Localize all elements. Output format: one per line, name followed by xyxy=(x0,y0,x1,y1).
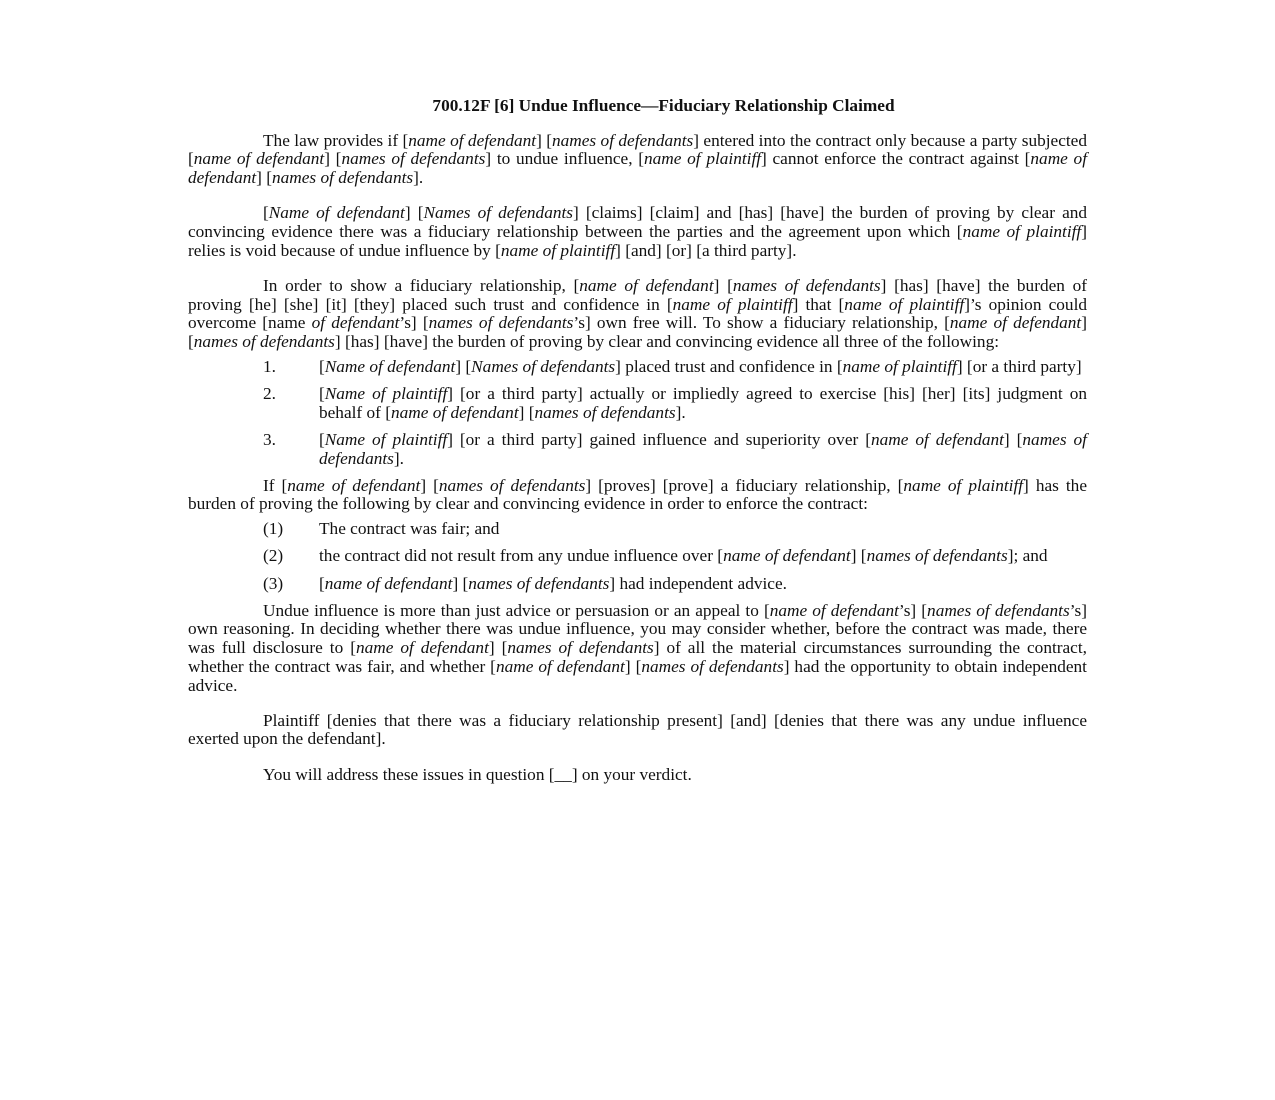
paragraph-burden-claim: [Name of defendant] [Names of defendants] [claims] [claim] and [has] [have] the burden of proving by clear and convincing evidence there was a fiduciary relationship between the parties and the agreement upon which [name of plaintiff] relies is void because of undue influence by [name of plaintiff] [and] [or] [a third party]. xyxy=(188,203,1088,260)
list-marker: (3) xyxy=(263,573,284,593)
paragraph-fiduciary-relationship: In order to show a fiduciary relationship, [name of defendant] [names of defendants] [has] [have] the burden of proving [he] [she] [it] [they] placed such trust and confidence in [name of plaintiff] that [name of plaintiff]’s opinion could overcome [name of defendant’s] [names of defendants’s] own free will. To show a fiduciary relationship, [name of defendant] [names of defendants] [has] [have] the burden of proving by clear and convincing evidence all three of the following: xyxy=(188,275,1088,352)
list-marker: 2. xyxy=(263,383,276,403)
list-item: (1) The contract was fair; and xyxy=(263,519,500,539)
list-marker: (2) xyxy=(263,546,284,566)
paragraph-law-provides: The law provides if [name of defendant] [names of defendants] entered into the contract only because a party subjected [name of defendant] [names of defendants] to undue influence, [name of plaintiff] cannot enforce the contract against [name of defendant] [names of defendants]. xyxy=(188,130,1087,188)
numbered-list xyxy=(188,358,1087,469)
document-page xyxy=(188,97,1087,801)
list-item: 3. [Name of plaintiff] [or a third party] gained influence and superiority over [name of defendant] [names of defendants]. xyxy=(263,429,1087,468)
list-marker: (1) xyxy=(263,519,284,539)
list-item: (3) [name of defendant] [names of defendants] had independent advice. xyxy=(263,573,787,593)
list-item: 2. [Name of plaintiff] [or a third party] actually or impliedly agreed to exercise [his] [her] [its] judgment on behalf of [name of defendant] [names of defendants]. xyxy=(263,383,1087,422)
paragraph-verdict-question: You will address these issues in question [__] on your verdict. xyxy=(263,764,692,784)
list-marker: 3. xyxy=(263,429,276,449)
list-marker: 1. xyxy=(263,356,276,376)
list-item: (2) the contract did not result from any undue influence over [name of defendant] [names of defendants]; and xyxy=(263,546,1048,566)
document-title: 700.12F [6] Undue Influence—Fiduciary Relationship Claimed xyxy=(432,96,895,115)
paragraph-undue-influence-definition: Undue influence is more than just advice or persuasion or an appeal to [name of defendant’s] [names of defendants’s] own reasoning. In deciding whether there was undue influence, you may consider whether, before the contract was made, there was full disclosure to [name of defendant] [names of defendants] of all the material circumstances surrounding the contract, whether the contract was fair, and whether [name of defendant] [names of defendants] had the opportunity to obtain independent advice. xyxy=(188,600,1087,695)
parenthetical-list xyxy=(188,520,1087,593)
paragraph-plaintiff-burden: If [name of defendant] [names of defendants] [proves] [prove] a fiduciary relationship, [name of plaintiff] has the burden of proving the following by clear and convincing evidence in order to enforce the contract: xyxy=(188,475,1087,514)
list-item: 1. [Name of defendant] [Names of defendants] placed trust and confidence in [name of plaintiff] [or a third party] xyxy=(263,356,1082,376)
paragraph-plaintiff-denial: Plaintiff [denies that there was a fiduciary relationship present] [and] [denies that there was any undue influence exerted upon the defendant]. xyxy=(188,710,1087,749)
